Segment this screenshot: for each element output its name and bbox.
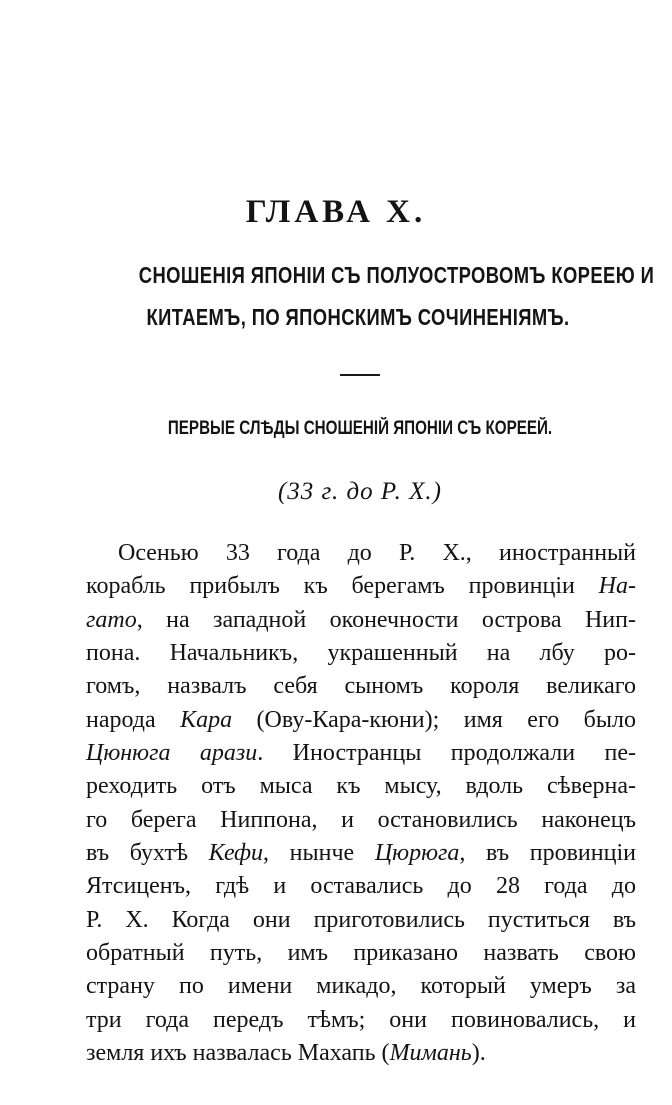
text-line: Осенью 33 года до Р. X., иностранный: [118, 540, 636, 566]
chapter-title: ГЛАВА X.: [245, 194, 427, 230]
text-line: реходить отъ мыса къ мысу, вдоль сѣверна-: [86, 773, 636, 799]
text-line: страну по имени микадо, который умеръ за: [86, 973, 636, 999]
text-line: земля ихъ назвалась Махапь (Мимань).: [86, 1040, 486, 1066]
section-title: ПЕРВЫЕ СЛѢДЫ СНОШЕНІЙ ЯПОНІИ СЪ КОРЕЕЙ.: [167, 418, 553, 439]
text-line: гато, на западной оконечности острова Нип-: [86, 607, 636, 633]
chapter-heading-line-1: СНОШЕНІЯ ЯПОНІИ СЪ ПОЛУОСТРОВОМЪ КОРЕЕЮ И: [138, 262, 655, 288]
section-divider: [340, 374, 380, 376]
text-line: го берега Ниппона, и остановились наконецъ: [86, 807, 636, 833]
text-line: народа Кара (Ову-Кара-кюни); имя его было: [86, 707, 636, 733]
text-line: корабль прибылъ къ берегамъ провинціи На-: [86, 573, 636, 599]
text-line: Р. X. Когда они приготовились пуститься въ: [86, 907, 636, 933]
text-line: Ятсиценъ, гдѣ и оставались до 28 года до: [86, 873, 636, 899]
text-line: обратный путь, имъ приказано назвать свою: [86, 940, 636, 966]
text-line: Цюнюга арази. Иностранцы продолжали пе-: [86, 740, 636, 766]
text-line: гомъ, назвалъ себя сыномъ короля великаго: [86, 673, 636, 699]
section-date: (33 г. до Р. X.): [277, 478, 442, 505]
text-line: въ бухтѣ Кефи, нынче Цюрюга, въ провинціи: [86, 840, 636, 866]
text-line: пона. Начальникъ, украшенный на лбу ро-: [86, 640, 636, 666]
text-line: три года передъ тѣмъ; они повиновались, и: [86, 1007, 636, 1033]
chapter-heading-line-2: КИТАЕМЪ, ПО ЯПОНСКИМЪ СОЧИНЕНІЯМЪ.: [146, 304, 570, 330]
